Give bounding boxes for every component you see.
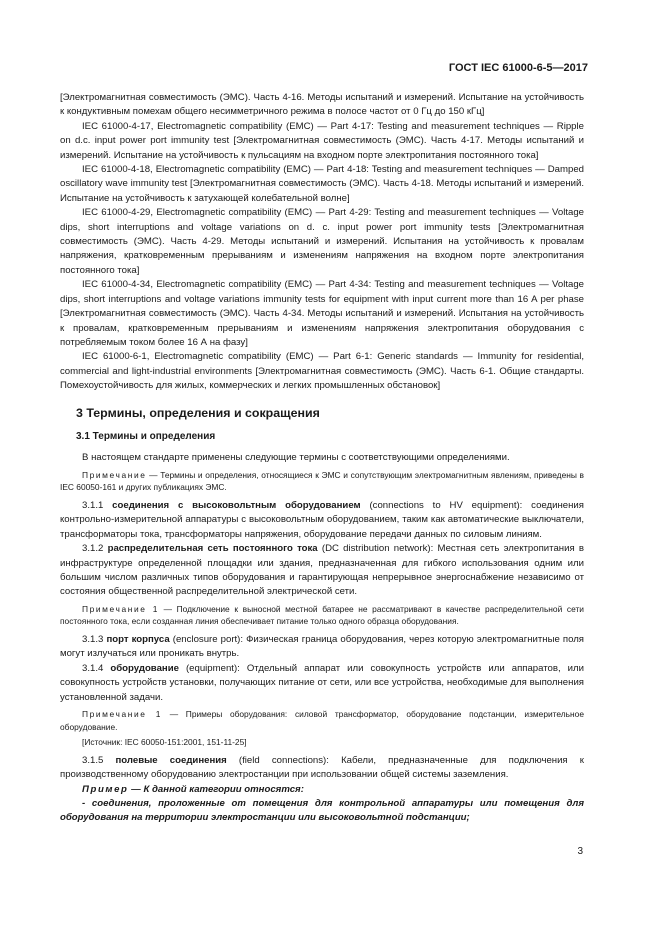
page-content <box>60 91 584 826</box>
term-number: 3.1.2 <box>82 543 108 555</box>
section-title: 3 Термины, определения и сокращения <box>76 405 320 420</box>
term-definition: (DC distribution network): Местная сеть электропитания в инфраструктуре определенной площадки или здания, предназначенная для гибкого использования одним или большим числом различных типов оборудования и гарантирующая непрерывное энергоснабжение независимо от состояния общественной распределительной электрической сети. <box>60 543 584 598</box>
example-item: - соединения, проложенные от помещения для контрольной аппаратуры или помещения для оборудования на территории электростанции или высоковольтной подстанции; <box>60 798 584 824</box>
example-text: — К данной категории относятся: <box>128 783 304 795</box>
reference-iec-61000-4-18: IEC 61000-4-18, Electromagnetic compatibility (EMC) — Part 4-18: Testing and measurement techniques — Damped oscillatory wave immunity test [Электромагнитная совместимость (ЭМС). Часть 4-18. Методы испытаний и измерений. Испытание на устойчивость к затухающей колебательной волне] <box>60 164 584 204</box>
term-name: соединения с высоковольтным оборудованием <box>112 499 361 511</box>
reference-iec-61000-4-17: IEC 61000-4-17, Electromagnetic compatibility (EMC) — Part 4-17: Testing and measurement techniques — Ripple on d.c. input power port immunity test [Электромагнитная совместимость (ЭМС). Часть 4-17. Методы испытаний и измерений. Испытание на устойчивость к пульсациям на входном порте электропитания постоянного тока] <box>60 120 584 161</box>
term-name: порт корпуса <box>106 633 170 645</box>
term-name: оборудование <box>110 662 179 674</box>
reference-continuation: [Электромагнитная совместимость (ЭМС). Часть 4-16. Методы испытаний и измерений. Испытание на устойчивость к кондуктивным помехам общего несимметричного режима в полосе частот от 0 Гц до 150 кГц] <box>60 92 584 118</box>
note-text: — Примеры оборудования: силовой трансформатор, оборудование подстанции, измерительное оборудование. <box>60 709 584 732</box>
note-text: — Термины и определения, относящиеся к ЭМС и сопутствующим электромагнитным явлениям, приведены в IEC 60050-161 и других публикациях ЭМС. <box>60 469 584 493</box>
term-3-1-2 <box>60 542 584 600</box>
term-3-1-3 <box>60 633 584 662</box>
subsection-title: 3.1 Термины и определения <box>76 430 216 442</box>
note-label: Примечание 1 <box>82 709 163 719</box>
term-name: полевые соединения <box>115 754 227 766</box>
document-header: ГОСТ IEC 61000-6-5—2017 <box>448 62 588 74</box>
note-label: Примечание 1 <box>82 603 159 614</box>
term-number: 3.1.5 <box>82 754 116 766</box>
term-definition: (field connections): Кабели, предназначенные для подключения к производственному оборудованию электростанции при использовании общей системы заземления. <box>60 754 584 781</box>
reference-iec-61000-4-29: IEC 61000-4-29, Electromagnetic compatibility (EMC) — Part 4-29: Testing and measurement techniques — Voltage dips, short interruptions and voltage variations on d. c. input power port immunity tests [Электромагнитная совместимость (ЭМС). Часть 4-29. Методы испытаний и измерений. Испытания на устойчивость к провалам напряжения, кратковременным прерываниям и изменениям напряжения на входном порте электропитания постоянного тока] <box>60 207 584 276</box>
term-definition: (enclosure port): Физическая граница оборудования, через которую электромагнитные поля могут излучаться или проникать внутрь. <box>60 633 584 660</box>
note-intro <box>60 469 584 494</box>
term-number: 3.1.3 <box>82 633 107 645</box>
note-3-1-2 <box>60 603 584 628</box>
term-definition: (connections to HV equipment): соединения контрольно-измерительной аппаратуры с высоковольтным оборудованием, таким как автоматические выключатели, трансформаторы тока, трансформаторы напряжения, оборудование передачи данных по силовым линиям. <box>60 499 584 540</box>
term-3-1-4 <box>60 662 584 705</box>
source-3-1-4: [Источник: IEC 60050-151:2001, 151-11-25] <box>82 737 247 748</box>
term-3-1-1 <box>60 499 584 542</box>
reference-iec-61000-4-34: IEC 61000-4-34, Electromagnetic compatibility (EMC) — Part 4-34: Testing and measurement techniques — Voltage dips, short interruptions and voltage variations immunity tests for equipment with input current more than 16 A per phase [Электромагнитная совместимость (ЭМС). Часть 4-34. Методы испытаний и измерений. Испытания на устойчивость к провалам, кратковременным прерываниям и изменениям напряжения электропитания оборудования с потребляемым током более 16 А на фазу] <box>60 279 584 348</box>
reference-iec-61000-6-1: IEC 61000-6-1, Electromagnetic compatibility (EMC) — Part 6-1: Generic standards — Immunity for residential, commercial and light-industrial environments [Электромагнитная совместимость (ЭМС). Часть 6-1. Общие стандарты. Помехоустойчивость для жилых, коммерческих и легких промышленных обстановок] <box>60 351 584 392</box>
page-number: 3 <box>577 846 583 857</box>
term-number: 3.1.1 <box>82 499 113 511</box>
term-3-1-5 <box>60 754 584 783</box>
intro-paragraph: В настоящем стандарте применены следующие термины с соответствующими определениями. <box>82 452 510 464</box>
example-label: Пример <box>82 783 129 795</box>
term-number: 3.1.4 <box>82 662 111 674</box>
term-name: распределительная сеть постоянного тока <box>107 543 318 555</box>
example <box>60 783 584 797</box>
note-3-1-4 <box>60 708 584 733</box>
term-definition: (equipment): Отдельный аппарат или совокупность устройств или аппаратов, или совокупность устройств установки, получающих питание от сети, или все устройства, необходимые для выполнения установленной задачи. <box>60 662 584 703</box>
note-label: Примечание <box>82 469 147 480</box>
note-text: — Подключение к выносной местной батарее не рассматривают в качестве распределительной сети постоянного тока, если созданная линия обеспечивает питание только одного образца оборудования. <box>60 603 584 627</box>
